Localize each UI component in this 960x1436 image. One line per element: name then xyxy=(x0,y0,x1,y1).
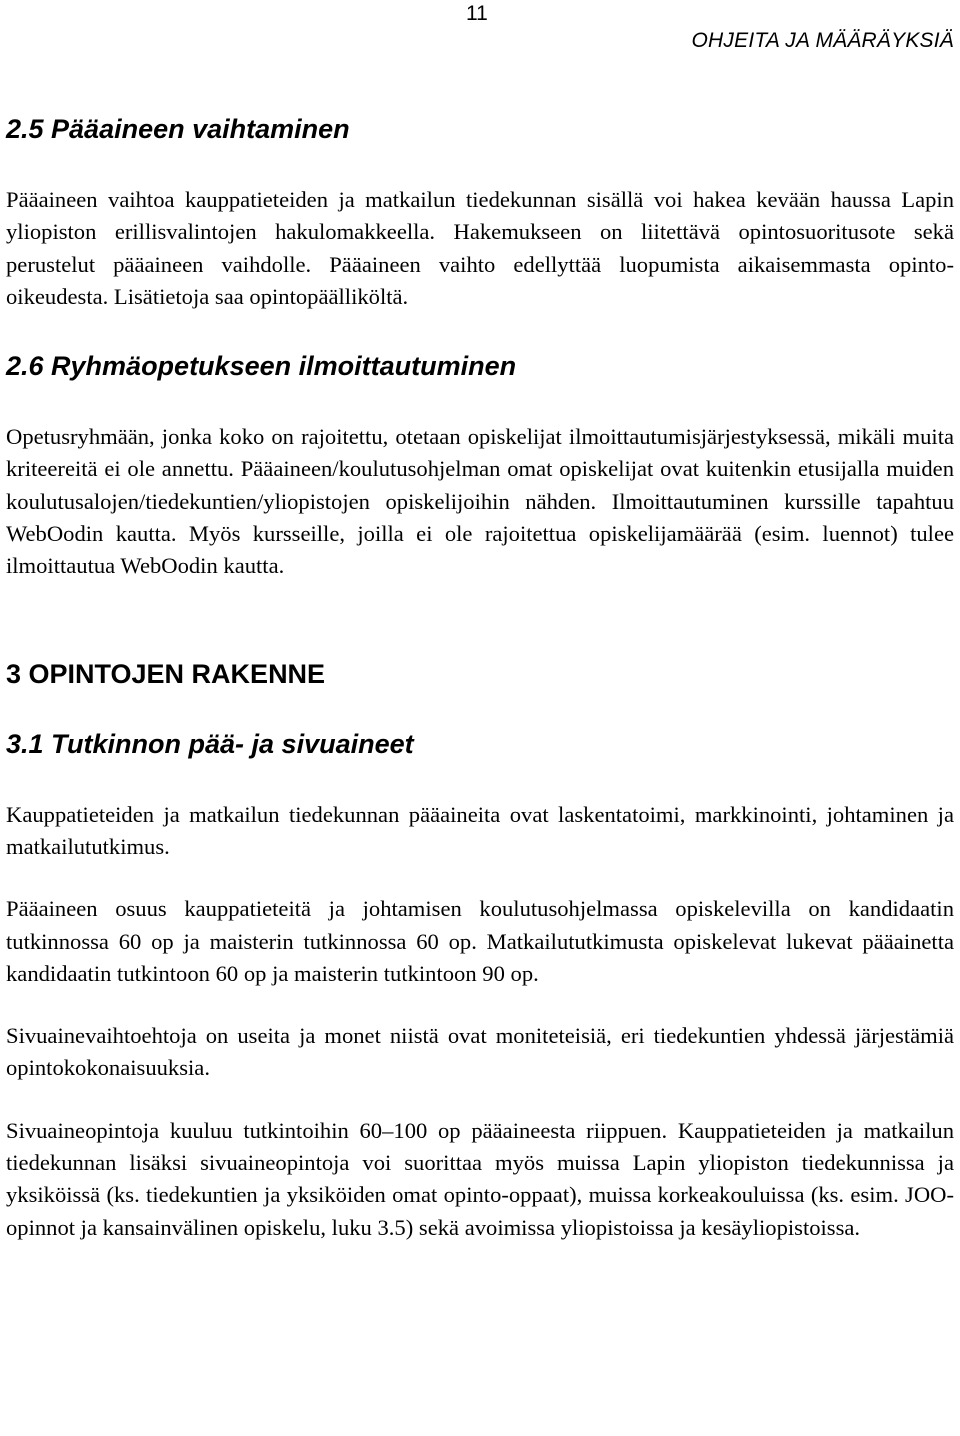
page-number: 11 xyxy=(466,2,488,25)
paragraph-3-1-d: Sivuaineopintoja kuuluu tutkintoihin 60–100 op pääaineesta riippuen. Kauppatieteiden ja matkailun tiedekunnan lisäksi sivuaineopintoja voi suorittaa myös muissa Lapin yliopiston tiedekunnissa ja yksiköissä (ks. tiedekuntien ja yksiköiden omat opinto-oppaat), muissa korkeakouluissa (ks. esim. JOO-opinnot ja kansainvälinen opiskelu, luku 3.5) sekä avoimissa yliopistoissa ja kesäyliopistoissa. xyxy=(6,1117,954,1240)
chapter-heading-3: 3 OPINTOJEN RAKENNE xyxy=(6,658,326,689)
paragraph-3-1-a: Kauppatieteiden ja matkailun tiedekunnan pääaineita ovat laskentatoimi, markkinointi, johtaminen ja matkailututkimus. xyxy=(6,801,954,859)
paragraph-3-1-b: Pääaineen osuus kauppatieteitä ja johtamisen koulutusohjelmassa opiskelevilla on kandidaatin tutkinnossa 60 op ja maisterin tutkinnossa 60 op. Matkailututkimusta opiskelevat lukevat pääainetta kandidaatin tutkintoon 60 op ja maisterin tutkintoon 90 op. xyxy=(6,896,954,986)
paragraph-3-1-c: Sivuainevaihtoehtoja on useita ja monet niistä ovat moniteteisiä, eri tiedekuntien yhdessä järjestämiä opintokokonaisuuksia. xyxy=(6,1023,954,1081)
section-heading-2-5: 2.5 Pääaineen vaihtaminen xyxy=(6,114,350,144)
section-heading-2-6: 2.6 Ryhmäopetukseen ilmoittautuminen xyxy=(6,351,517,382)
section-heading-3-1: 3.1 Tutkinnon pää- ja sivuaineet xyxy=(6,728,414,759)
running-header: OHJEITA JA MÄÄRÄYKSIÄ xyxy=(691,29,954,52)
document-body xyxy=(6,112,954,1244)
paragraph-2-6: Opetusryhmään, jonka koko on rajoitettu, otetaan opiskelijat ilmoittautumisjärjestyksessä, mikäli muita kriteereitä ei ole annettu. Pääaineen/koulutusohjelman omat opiskelijat ovat kuitenkin etusijalla muiden koulutusalojen/tiedekuntien/yliopistojen opiskelijoihin nähden. Ilmoittautuminen kurssille tapahtuu WebOodin kautta. Myös kursseille, joilla ei ole rajoitettua opiskelijamäärää (esim. luennot) tulee ilmoittautua WebOodin kautta. xyxy=(6,424,954,579)
paragraph-2-5: Pääaineen vaihtoa kauppatieteiden ja matkailun tiedekunnan sisällä voi hakea kevään haussa Lapin yliopiston erillisvalintojen hakulomakkeella. Hakemukseen on liitettävä opintosuoritusote sekä perustelut pääaineen vaihdolle. Pääaineen vaihto edellyttää luopumista aikaisemmasta opinto-oikeudesta. Lisätietoja saa opintopäälliköltä. xyxy=(6,187,954,309)
